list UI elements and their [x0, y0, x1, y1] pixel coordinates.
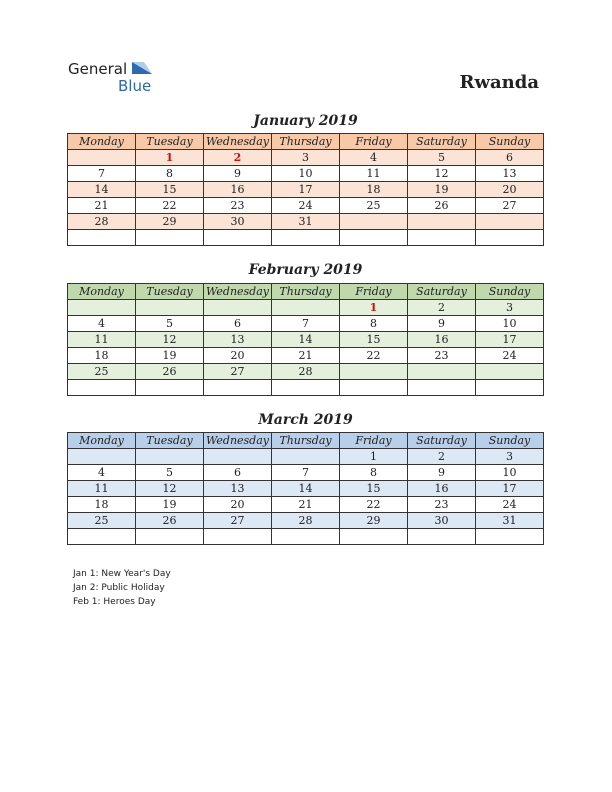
day-cell [136, 449, 204, 465]
day-cell: 8 [136, 166, 204, 182]
holiday-notes [73, 567, 171, 609]
day-cell [340, 529, 408, 545]
weekday-header: Sunday [476, 433, 544, 449]
weekday-header: Wednesday [204, 134, 272, 150]
day-cell [476, 380, 544, 396]
day-cell [204, 529, 272, 545]
day-cell [408, 214, 476, 230]
day-cell: 10 [476, 465, 544, 481]
day-cell: 11 [68, 481, 136, 497]
day-cell: 26 [136, 513, 204, 529]
day-cell: 9 [408, 316, 476, 332]
day-cell: 23 [204, 198, 272, 214]
day-cell [204, 230, 272, 246]
week-row [68, 166, 544, 182]
day-cell: 16 [408, 332, 476, 348]
day-cell: 6 [476, 150, 544, 166]
day-cell [340, 230, 408, 246]
day-cell [408, 364, 476, 380]
week-row [68, 513, 544, 529]
day-cell: 16 [204, 182, 272, 198]
day-cell: 17 [272, 182, 340, 198]
day-cell: 13 [204, 332, 272, 348]
day-cell: 27 [204, 364, 272, 380]
weekday-header-row [68, 134, 544, 150]
day-cell [408, 380, 476, 396]
week-row [68, 380, 544, 396]
weekday-header: Tuesday [136, 433, 204, 449]
day-cell: 3 [476, 449, 544, 465]
week-row [68, 449, 544, 465]
day-cell: 17 [476, 332, 544, 348]
day-cell: 21 [272, 497, 340, 513]
day-cell: 5 [408, 150, 476, 166]
day-cell [204, 380, 272, 396]
day-cell [408, 529, 476, 545]
day-cell [272, 300, 340, 316]
day-cell: 4 [340, 150, 408, 166]
brand-logo [68, 60, 168, 96]
day-cell: 15 [136, 182, 204, 198]
day-cell [476, 214, 544, 230]
day-cell: 28 [272, 513, 340, 529]
day-cell [340, 364, 408, 380]
weekday-header: Friday [340, 284, 408, 300]
week-row [68, 497, 544, 513]
day-cell: 18 [68, 497, 136, 513]
day-cell: 7 [272, 465, 340, 481]
day-cell: 15 [340, 481, 408, 497]
day-cell [476, 364, 544, 380]
weekday-header: Sunday [476, 134, 544, 150]
day-cell: 4 [68, 465, 136, 481]
weekday-header: Saturday [408, 284, 476, 300]
day-cell: 6 [204, 316, 272, 332]
day-cell: 15 [340, 332, 408, 348]
day-cell [136, 300, 204, 316]
week-row [68, 316, 544, 332]
day-cell: 13 [476, 166, 544, 182]
week-row [68, 182, 544, 198]
week-row [68, 481, 544, 497]
day-cell: 7 [68, 166, 136, 182]
week-row [68, 198, 544, 214]
day-cell: 11 [340, 166, 408, 182]
weekday-header: Wednesday [204, 433, 272, 449]
calendar-january [67, 133, 544, 246]
day-cell: 14 [272, 332, 340, 348]
day-cell: 2 [408, 449, 476, 465]
weekday-header: Thursday [272, 433, 340, 449]
day-cell: 10 [476, 316, 544, 332]
weekday-header: Sunday [476, 284, 544, 300]
day-cell: 26 [136, 364, 204, 380]
day-cell [476, 529, 544, 545]
day-cell: 12 [408, 166, 476, 182]
day-cell: 30 [408, 513, 476, 529]
day-cell [272, 230, 340, 246]
day-cell: 30 [204, 214, 272, 230]
week-row [68, 214, 544, 230]
day-cell: 13 [204, 481, 272, 497]
day-cell: 3 [476, 300, 544, 316]
day-cell: 9 [204, 166, 272, 182]
calendar-february [67, 283, 544, 396]
week-row [68, 230, 544, 246]
weekday-header: Thursday [272, 134, 340, 150]
day-cell: 21 [68, 198, 136, 214]
day-cell: 27 [204, 513, 272, 529]
weekday-header: Tuesday [136, 284, 204, 300]
day-cell [204, 449, 272, 465]
weekday-header: Friday [340, 134, 408, 150]
day-cell: 31 [272, 214, 340, 230]
day-cell: 8 [340, 465, 408, 481]
weekday-header: Wednesday [204, 284, 272, 300]
day-cell: 18 [340, 182, 408, 198]
day-cell: 14 [272, 481, 340, 497]
day-cell: 31 [476, 513, 544, 529]
day-cell [136, 529, 204, 545]
day-cell: 12 [136, 481, 204, 497]
weekday-header-row [68, 284, 544, 300]
day-cell: 18 [68, 348, 136, 364]
day-cell: 21 [272, 348, 340, 364]
day-cell: 24 [272, 198, 340, 214]
day-cell [68, 449, 136, 465]
day-cell: 14 [68, 182, 136, 198]
day-cell: 19 [136, 348, 204, 364]
day-cell [68, 380, 136, 396]
day-cell: 20 [476, 182, 544, 198]
weekday-header: Saturday [408, 433, 476, 449]
day-cell [340, 380, 408, 396]
day-cell: 22 [340, 497, 408, 513]
day-cell: 19 [136, 497, 204, 513]
week-row [68, 529, 544, 545]
week-row [68, 348, 544, 364]
day-cell: 8 [340, 316, 408, 332]
day-cell: 22 [136, 198, 204, 214]
day-cell: 9 [408, 465, 476, 481]
logo-text-general: General [68, 60, 128, 78]
holiday-note: Jan 1: New Year's Day [73, 569, 171, 579]
day-cell: 25 [68, 364, 136, 380]
week-row [68, 364, 544, 380]
day-cell [340, 214, 408, 230]
weekday-header: Monday [68, 284, 136, 300]
day-cell: 22 [340, 348, 408, 364]
day-cell: 2 [204, 150, 272, 166]
day-cell [476, 230, 544, 246]
day-cell [68, 529, 136, 545]
country-title: Rwanda [459, 72, 539, 93]
day-cell: 6 [204, 465, 272, 481]
week-row [68, 465, 544, 481]
day-cell: 29 [340, 513, 408, 529]
week-row [68, 332, 544, 348]
day-cell: 27 [476, 198, 544, 214]
day-cell: 24 [476, 348, 544, 364]
day-cell: 25 [68, 513, 136, 529]
day-cell: 20 [204, 497, 272, 513]
day-cell: 24 [476, 497, 544, 513]
day-cell: 28 [272, 364, 340, 380]
day-cell: 7 [272, 316, 340, 332]
day-cell [68, 300, 136, 316]
weekday-header-row [68, 433, 544, 449]
month-title-february: February 2019 [248, 262, 363, 278]
month-title-january: January 2019 [253, 113, 358, 129]
day-cell [272, 380, 340, 396]
day-cell: 4 [68, 316, 136, 332]
day-cell: 25 [340, 198, 408, 214]
day-cell: 17 [476, 481, 544, 497]
day-cell: 3 [272, 150, 340, 166]
day-cell: 23 [408, 497, 476, 513]
day-cell [136, 230, 204, 246]
day-cell [204, 300, 272, 316]
day-cell: 16 [408, 481, 476, 497]
day-cell: 11 [68, 332, 136, 348]
day-cell: 5 [136, 316, 204, 332]
day-cell: 12 [136, 332, 204, 348]
day-cell: 19 [408, 182, 476, 198]
day-cell [272, 529, 340, 545]
day-cell: 1 [136, 150, 204, 166]
holiday-note: Feb 1: Heroes Day [73, 597, 156, 607]
month-title-march: March 2019 [258, 412, 353, 428]
weekday-header: Saturday [408, 134, 476, 150]
weekday-header: Thursday [272, 284, 340, 300]
day-cell: 20 [204, 348, 272, 364]
day-cell: 29 [136, 214, 204, 230]
weekday-header: Friday [340, 433, 408, 449]
day-cell: 28 [68, 214, 136, 230]
week-row [68, 150, 544, 166]
day-cell: 2 [408, 300, 476, 316]
day-cell: 1 [340, 300, 408, 316]
weekday-header: Tuesday [136, 134, 204, 150]
logo-text-blue: Blue [118, 77, 152, 95]
day-cell: 5 [136, 465, 204, 481]
holiday-note: Jan 2: Public Holiday [73, 583, 165, 593]
week-row [68, 300, 544, 316]
day-cell: 26 [408, 198, 476, 214]
day-cell [408, 230, 476, 246]
logo-triangle-icon [132, 62, 152, 76]
day-cell [68, 150, 136, 166]
day-cell: 23 [408, 348, 476, 364]
day-cell: 1 [340, 449, 408, 465]
day-cell [272, 449, 340, 465]
day-cell: 10 [272, 166, 340, 182]
weekday-header: Monday [68, 134, 136, 150]
calendar-march [67, 432, 544, 545]
weekday-header: Monday [68, 433, 136, 449]
day-cell [68, 230, 136, 246]
day-cell [136, 380, 204, 396]
